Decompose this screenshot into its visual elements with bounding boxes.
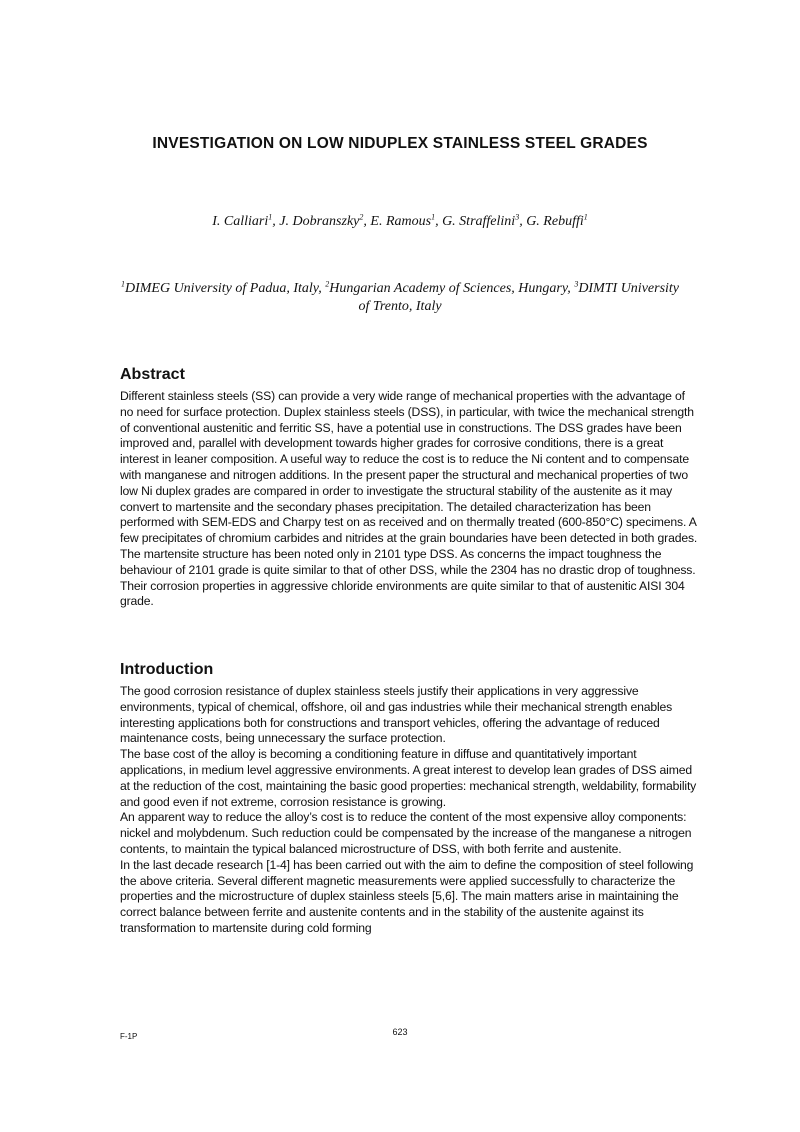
author: I. Calliari$^1$, — [212, 212, 280, 229]
abstract-heading: Abstract — [120, 366, 185, 383]
abstract-paragraph: Different stainless steels (SS) can provide a very wide range of mechanical properties with the advantage of no need for surface protection. Duplex stainless steels (DSS), in particular, with twice the mechanical strength of conventional austenitic and ferritic SS, have a potential use in constructions. The DSS grades have been improved and, parallel with development towards higher grades for corrosive conditions, there is a great interest in leaner composition. A useful way to reduce the cost is to reduce the Ni content and to compensate with manganese and nitrogen additions. In the present paper the structural and mechanical properties of two low Ni duplex grades are compared in order to investigate the structural stability of the austenite as it may convert to martensite and the secondary phases precipitation. The detailed characterization has been performed with SEM-EDS and Charpy test on as received and on thermally treated (600-850°C) specimens. A few precipitates of chromium carbides and nitrides at the grain boundaries have been detected in both grades. The martensite structure has been noted only in 2101 type DSS. As concerns the impact toughness the behaviour of 2101 grade is quite similar to that of other DSS, while the 2304 has no drastic drop of toughness. Their corrosion properties in aggressive chloride environments are quite similar to that of austenitic AISI 304 grade. — [120, 389, 698, 609]
footer-code: F-1P — [120, 1032, 138, 1041]
introduction-heading: Introduction — [120, 661, 214, 678]
author: G. Rebuffi$^1$ — [526, 212, 588, 229]
intro-paragraph: The base cost of the alloy is becoming a conditioning feature in diffuse and quantitatively important applications, in medium level aggressive environments. A great interest to develop lean grades of DSS aimed at the reduction of the cost, maintaining the basic good properties: mechanical strength, weldability, formability and good even if not extreme, corrosion resistance is growing. — [120, 747, 697, 809]
affiliations: $^1$DIMEG University of Padua, Italy, $^2$Hungarian Academy of Sciences, Hungary, $^3$DIMTI University of Trento, Italy — [120, 279, 680, 314]
paper-title: INVESTIGATION ON LOW NIDUPLEX STAINLESS STEEL GRADES — [152, 135, 648, 152]
intro-paragraph: An apparent way to reduce the alloy’s cost is to reduce the content of the most expensive alloy components: nickel and molybdenum. Such reduction could be compensated by the increase of the manganese a nitrogen contents, to maintain the typical balanced microstructure of DSS, with both ferrite and austenite. — [120, 810, 692, 856]
author: E. Ramous$^1$, — [370, 212, 443, 229]
author: J. Dobranszky$^2$, — [279, 212, 371, 229]
intro-paragraph: The good corrosion resistance of duplex stainless steels justify their applications in very aggressive environments, typical of chemical, offshore, oil and gas industries while their mechanical strength enables interesting applications both for constructions and transport vehicles, offering the advantage of reduced maintenance costs, being unnecessary the surface protection. — [120, 684, 673, 746]
author: G. Straffelini$^3$, — [442, 212, 527, 229]
intro-paragraph: In the last decade research [1-4] has been carried out with the aim to define the composition of steel following the above criteria. Several different magnetic measurements were applied successfully to characterize the properties and the microstructure of duplex stainless steels [5,6]. The main matters arise in maintaining the correct balance between ferrite and austenite contents and in the stability of the austenite against its transformation to martensite during cold forming — [120, 857, 694, 935]
abstract-text — [120, 389, 700, 610]
introduction-text — [120, 684, 700, 937]
page-number: 623 — [392, 1027, 408, 1037]
author-list — [0, 214, 800, 230]
